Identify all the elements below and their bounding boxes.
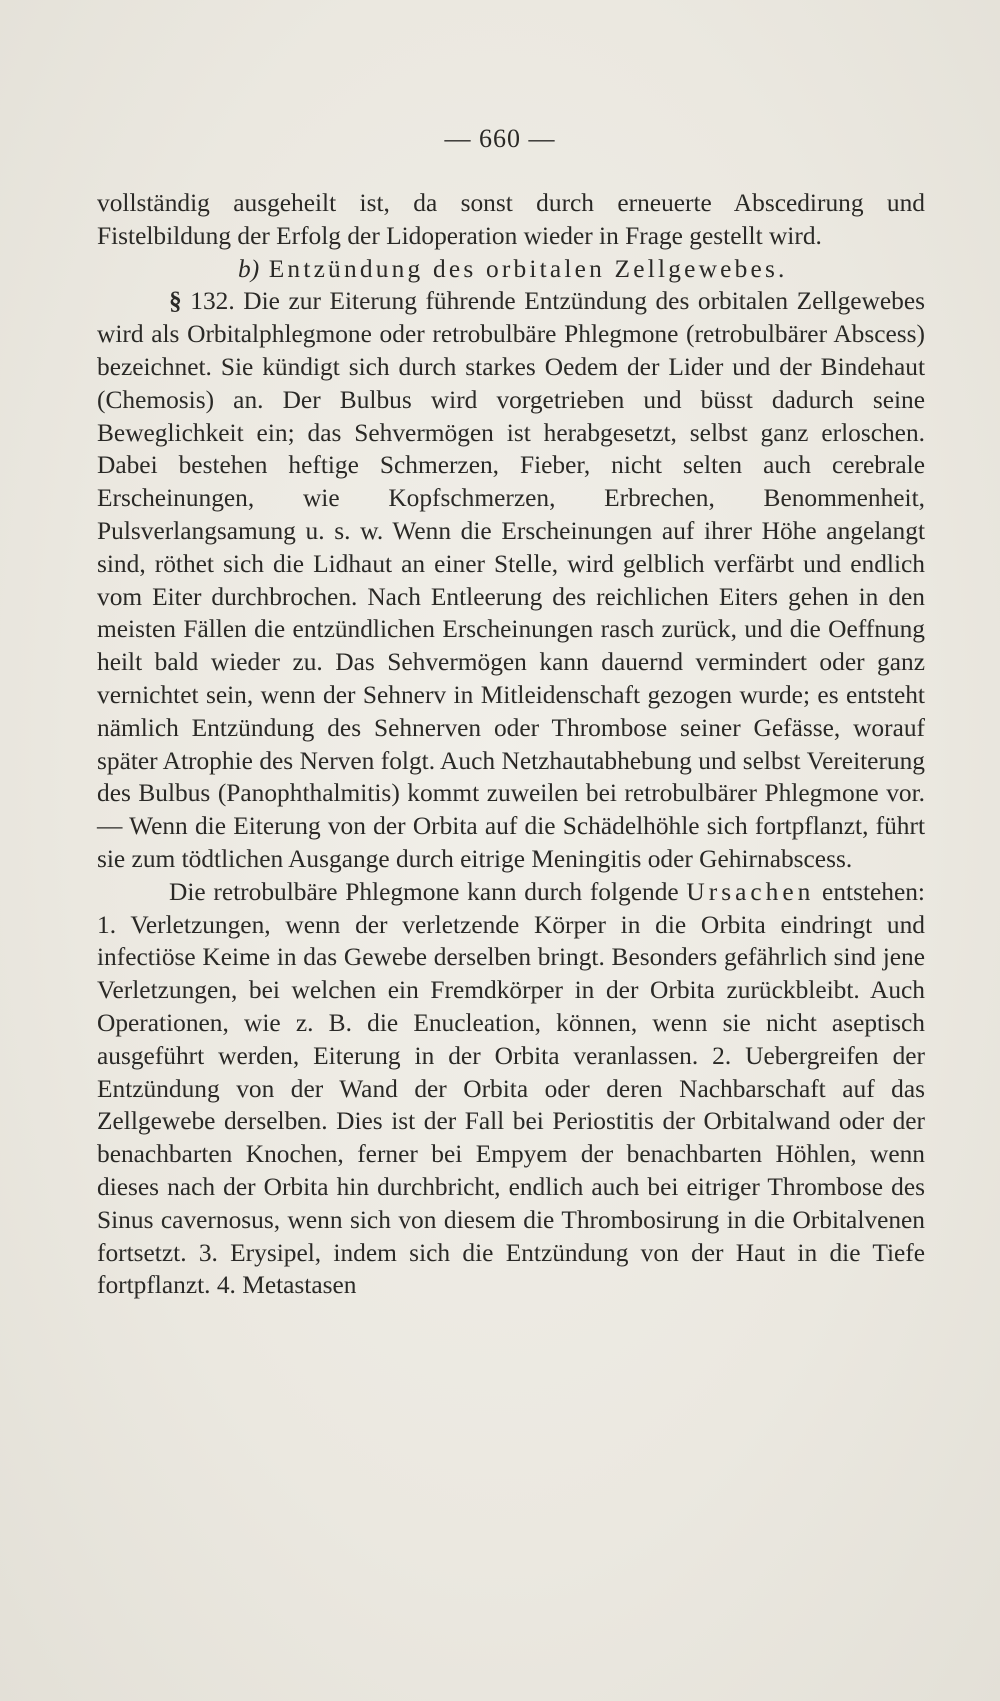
section-sign: §: [169, 287, 182, 316]
paragraph-text: Die zur Eiterung führende Entzündung des orbitalen Zellgewebes wird als Orbitalphlegmone oder retrobulbäre Phlegmone (retrobulbärer Abscess) bezeichnet. Sie kündigt sich durch starkes Oedem der Lider und der Bindehaut (Chemosis) an. Der Bulbus wird vorgetrieben und büsst dadurch seine Beweglichkeit ein; das Sehvermögen ist herabgesetzt, selbst ganz erloschen. Dabei bestehen heftige Schmerzen, Fieber, nicht selten auch cerebrale Erscheinungen, wie Kopfschmerzen, Erbrechen, Benommenheit, Pulsverlangsamung u. s. w. Wenn die Erscheinungen auf ihrer Höhe angelangt sind, röthet sich die Lidhaut an einer Stelle, wird gelblich verfärbt und endlich vom Eiter durchbrochen. Nach Entleerung des reichlichen Eiters gehen in den meisten Fällen die entzündlichen Erscheinungen rasch zurück, und die Oeffnung heilt bald wieder zu. Das Sehvermögen kann dauernd vermindert oder ganz vernichtet sein, wenn der Sehnerv in Mitleidenschaft gezogen wurde; es entsteht nämlich Entzündung des Sehnerven oder Thrombose seiner Gefässe, worauf später Atrophie des Nerven folgt. Auch Netzhautabhebung und selbst Vereiterung des Bulbus (Panophthalmitis) kommt zuweilen bei retrobulbärer Phlegmone vor. — Wenn die Eiterung von der Orbita auf die Schädelhöhle sich fortpflanzt, führt sie zum tödtlichen Ausgange durch eitrige Meningitis oder Gehirnabscess.: [97, 287, 925, 873]
paragraph-section-132: [97, 285, 925, 875]
paragraph-rest: entstehen: 1. Verletzungen, wenn der verletzende Körper in die Orbita eindringt und infectiöse Keime in das Gewebe derselben bringt. Besonders gefährlich sind jene Verletzungen, bei welchen ein Fremdkörper in der Orbita zurückbleibt. Auch Operationen, wie z. B. die Enucleation, können, wenn sie nicht aseptisch ausgeführt werden, Eiterung in der Orbita veranlassen. 2. Uebergreifen der Entzündung von der Wand der Orbita oder deren Nachbarschaft auf das Zellgewebe derselben. Dies ist der Fall bei Periostitis der Orbitalwand oder der benachbarten Knochen, ferner bei Empyem der benachbarten Höhlen, wenn dieses nach der Orbita hin durchbricht, endlich auch bei eitriger Thrombose des Sinus cavernosus, wenn sich von diesem die Thrombosirung in die Orbitalvenen fortsetzt. 3. Erysipel, indem sich die Entzündung von der Haut in die Tiefe fortpflanzt. 4. Metastasen: [97, 877, 925, 1300]
paragraph-causes: [97, 876, 925, 1302]
page-number: — 660 —: [444, 124, 556, 153]
paragraph-continuation: vollständig ausgeheilt ist, da sonst durch erneuerte Abscedirung und Fistelbildung der Erfolg der Lidoperation wieder in Frage gestellt wird.: [97, 189, 925, 250]
body-text: [97, 187, 925, 1302]
paragraph-start: Die retrobulbäre Phlegmone kann durch folgende: [169, 877, 679, 906]
section-number: 132.: [190, 287, 235, 316]
heading-letter: b): [238, 254, 260, 283]
heading-text: Entzündung des orbitalen Zellgewebes.: [268, 254, 788, 283]
section-heading: [97, 253, 925, 286]
spaced-term: Ursachen: [686, 877, 815, 906]
